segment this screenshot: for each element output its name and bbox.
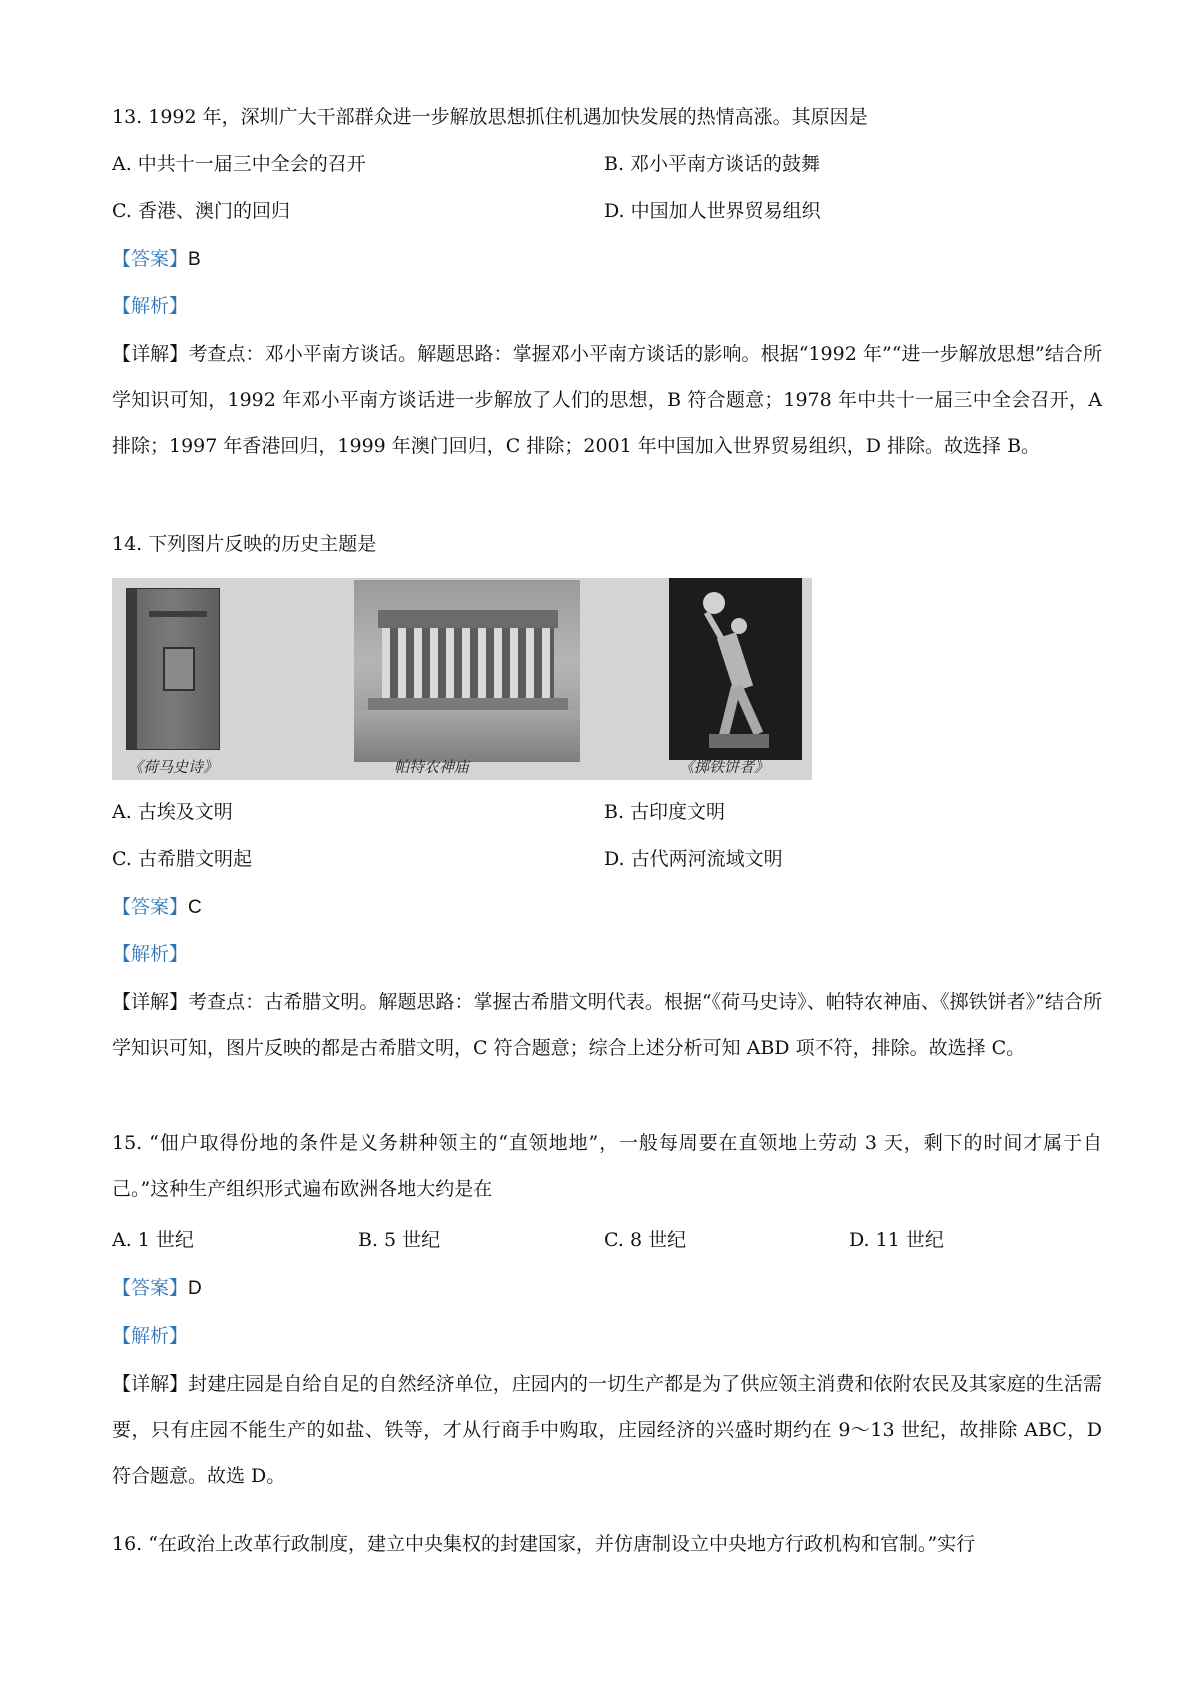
q15-option-c: C. 8 世纪 [604, 1229, 687, 1251]
q14-answer: C [188, 897, 202, 918]
q13-analysis-tag: 【解析】 [112, 295, 189, 317]
caption-homer-epic: 《荷马史诗》 [128, 758, 219, 776]
q16-stem: 16. “在政治上改革行政制度，建立中央集权的封建国家，并仿唐制设立中央地方行政机构和官制。”实行 [112, 1533, 976, 1555]
q13-option-d: D. 中国加人世界贸易组织 [604, 200, 821, 222]
q15-option-a: A. 1 世纪 [112, 1229, 194, 1251]
q15-stem: 15. “佃户取得份地的条件是义务耕种领主的“直领地地”，一般每周要在直领地上劳动 3 天，剩下的时间才属于自己。”这种生产组织形式遍布欧洲各地大约是在 [112, 1132, 1102, 1200]
detail-tag: 【详解】 [112, 1373, 189, 1395]
homer-epic-book-image [126, 588, 220, 750]
q13-option-b: B. 邓小平南方谈话的鼓舞 [604, 153, 821, 175]
caption-discobolus: 《掷铁饼者》 [679, 758, 770, 776]
q15-option-d: D. 11 世纪 [849, 1229, 944, 1251]
q14-answer-line [112, 898, 202, 917]
q13-detail-text: 考查点：邓小平南方谈话。解题思路：掌握邓小平南方谈话的影响。根据“1992 年”“进一步解放思想”结合所学知识可知，1992 年邓小平南方谈话进一步解放了人们的思想，B 符合题意；1978 年中共十一届三中全会召开，A 排除；1997 年香港回归，1999 年澳门回归，C 排除；2001 年中国加入世界贸易组织，D 排除。故选择 B。 [112, 343, 1102, 457]
q14-option-d: D. 古代两河流域文明 [604, 848, 783, 870]
q15-detail-text: 封建庄园是自给自足的自然经济单位，庄园内的一切生产都是为了供应领主消费和依附农民及其家庭的生活需要，只有庄园不能生产的如盐、铁等，才从行商手中购取，庄园经济的兴盛时期约在 9～13 世纪，故排除 ABC，D 符合题意。故选 D。 [112, 1373, 1102, 1487]
detail-tag: 【详解】 [112, 343, 189, 365]
answer-tag: 【答案】 [112, 1277, 189, 1299]
caption-parthenon: 帕特农神庙 [394, 758, 470, 776]
q13-option-c: C. 香港、澳门的回归 [112, 200, 290, 222]
q15-detail [112, 1361, 1102, 1499]
q13-answer: B [188, 249, 201, 270]
q13-stem: 13. 1992 年，深圳广大干部群众进一步解放思想抓住机遇加快发展的热情高涨。其原因是 [112, 106, 868, 128]
q14-option-b: B. 古印度文明 [604, 801, 726, 823]
q14-analysis-tag: 【解析】 [112, 943, 189, 965]
q15-analysis-tag: 【解析】 [112, 1325, 189, 1347]
answer-tag: 【答案】 [112, 896, 189, 918]
answer-tag: 【答案】 [112, 248, 189, 270]
q13-answer-line [112, 250, 201, 269]
q15-answer: D [188, 1278, 202, 1299]
q14-figure [112, 578, 812, 780]
q15-answer-line [112, 1279, 202, 1298]
q14-option-c: C. 古希腊文明起 [112, 848, 252, 870]
q15-option-b: B. 5 世纪 [358, 1229, 441, 1251]
detail-tag: 【详解】 [112, 991, 189, 1013]
q13-option-a: A. 中共十一届三中全会的召开 [112, 153, 366, 175]
q14-detail [112, 979, 1102, 1071]
discobolus-image [669, 578, 802, 760]
q14-detail-text: 考查点：古希腊文明。解题思路：掌握古希腊文明代表。根据“《荷马史诗》、帕特农神庙、《掷铁饼者》”结合所学知识可知，图片反映的都是古希腊文明，C 符合题意；综合上述分析可知 ABD 项不符，排除。故选择 C。 [112, 991, 1102, 1059]
q14-stem: 14. 下列图片反映的历史主题是 [112, 533, 377, 555]
q14-option-a: A. 古埃及文明 [112, 801, 233, 823]
q13-detail [112, 331, 1102, 469]
parthenon-image [354, 580, 580, 762]
